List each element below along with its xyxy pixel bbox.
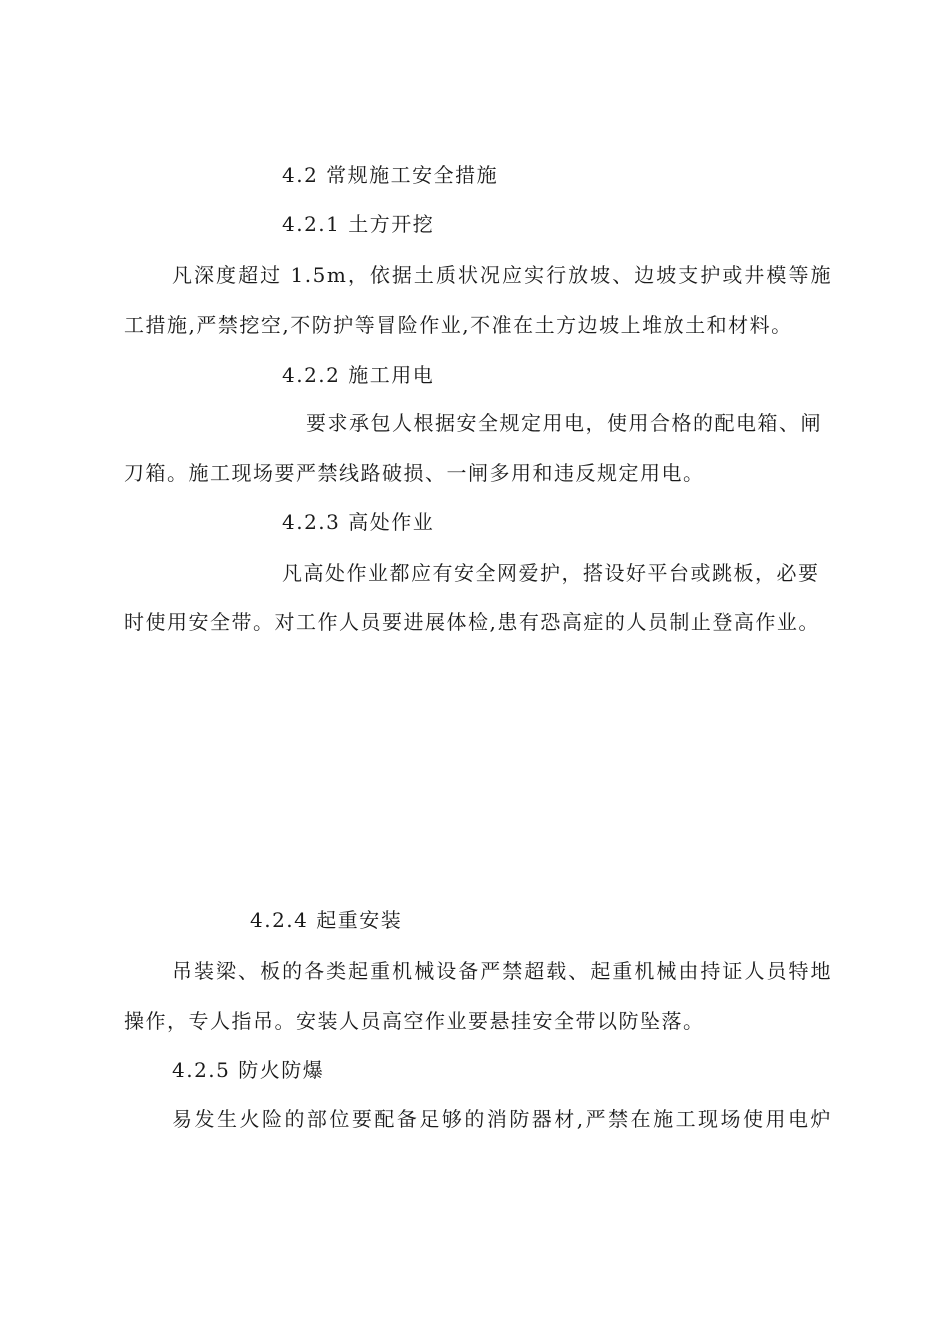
section-heading-4-2-2: 4.2.2 施工用电 — [282, 363, 435, 387]
paragraph-line: 工措施,严禁挖空,不防护等冒险作业,不准在土方边坡上堆放土和材料。 — [124, 313, 793, 337]
paragraph-line: 操作，专人指吊。安装人员高空作业要悬挂安全带以防坠落。 — [124, 1009, 705, 1033]
paragraph-line: 吊装梁、板的各类起重机械设备严禁超载、起重机械由持证人员特地 — [172, 959, 832, 983]
section-heading-4-2-5: 4.2.5 防火防爆 — [172, 1058, 325, 1082]
section-heading-4-2: 4.2 常规施工安全措施 — [282, 163, 499, 187]
section-heading-4-2-4: 4.2.4 起重安装 — [250, 908, 403, 932]
paragraph-line: 凡高处作业都应有安全网爱护，搭设好平台或跳板，必要 — [282, 561, 820, 585]
section-heading-4-2-1: 4.2.1 土方开挖 — [282, 212, 435, 236]
section-heading-4-2-3: 4.2.3 高处作业 — [282, 510, 435, 534]
paragraph-line: 时使用安全带。对工作人员要进展体检,患有恐高症的人员制止登高作业。 — [124, 610, 820, 634]
paragraph-line: 凡深度超过 1.5m，依据土质状况应实行放坡、边坡支护或井模等施 — [172, 263, 832, 287]
paragraph-line: 易发生火险的部位要配备足够的消防器材,严禁在施工现场使用电炉 — [172, 1107, 832, 1131]
paragraph-line: 要求承包人根据安全规定用电，使用合格的配电箱、闸 — [306, 411, 822, 435]
paragraph-line: 刀箱。施工现场要严禁线路破损、一闸多用和违反规定用电。 — [124, 461, 705, 485]
